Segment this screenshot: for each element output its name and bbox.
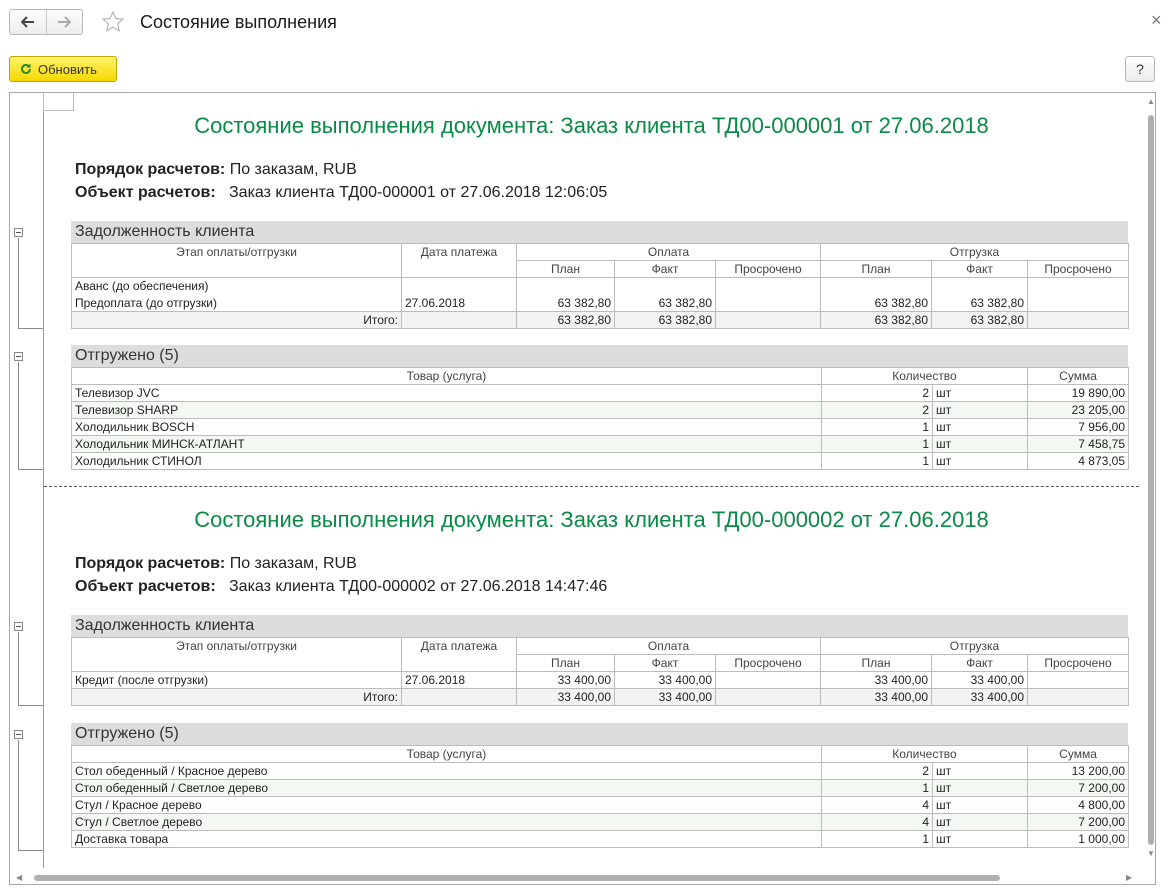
favorite-star-icon[interactable] [101,10,125,34]
window-title: Состояние выполнения [140,12,337,32]
table-row [72,278,1129,295]
qty-cell: 2 [822,402,933,419]
unit-cell: шт [933,419,1028,436]
date-cell: 27.06.2018 [402,672,517,689]
goods-cell: Доставка товара [72,831,822,848]
ship-overdue-cell [1028,672,1129,689]
settlement-object-label: Объект расчетов: [75,578,216,595]
table-row [72,763,1129,780]
document-title: Состояние выполнения документа: Заказ клиента ТД00-000001 от 27.06.2018 [194,113,989,138]
goods-cell: Стол обеденный / Светлое дерево [72,780,822,797]
qty-cell: 1 [822,453,933,470]
collapse-group-icon[interactable] [14,352,23,361]
total-ship-fact: 63 382,80 [932,312,1028,329]
table-row [72,385,1129,402]
shipped-table [71,367,1129,470]
corner-cell [43,93,74,111]
column-header-payment: Оплата [517,638,821,655]
goods-cell: Телевизор SHARP [72,402,822,419]
column-header-stage: Этап оплаты/отгрузки [72,638,402,655]
column-header-goods: Товар (услуга) [72,746,822,763]
total-pay-overdue [716,312,821,329]
back-button[interactable] [10,10,46,34]
pay-fact-cell: 63 382,80 [615,295,716,312]
qty-cell: 1 [822,436,933,453]
qty-cell: 1 [822,831,933,848]
group-line [18,632,19,705]
total-pay-plan: 33 400,00 [517,689,615,706]
qty-cell: 4 [822,814,933,831]
vertical-scrollbar[interactable] [1146,93,1156,873]
sum-cell: 1 000,00 [1028,831,1129,848]
report-document [9,92,1156,885]
total-ship-plan: 33 400,00 [821,689,932,706]
column-header-shipment: Отгрузка [821,638,1129,655]
settlement-order-value: По заказам, RUB [229,161,357,178]
settlement-object-label: Объект расчетов: [75,184,216,201]
table-row [72,295,1129,312]
shipped-table [71,745,1129,848]
scroll-down-icon[interactable]: ▼ [1147,849,1155,858]
column-header-fact: Факт [615,655,716,672]
group-line [18,328,43,329]
collapse-group-icon[interactable] [14,622,23,631]
help-button[interactable]: ? [1125,56,1155,82]
unit-cell: шт [933,402,1028,419]
column-header-goods: Товар (услуга) [72,368,822,385]
pay-fact-cell: 33 400,00 [615,672,716,689]
document-title: Состояние выполнения документа: Заказ клиента ТД00-000002 от 27.06.2018 [194,507,989,532]
ship-fact-cell: 33 400,00 [932,672,1028,689]
pay-overdue-cell [716,672,821,689]
qty-cell: 2 [822,763,933,780]
group-line [18,850,43,851]
scroll-left-icon[interactable]: ◀ [16,873,23,882]
settlement-order [75,161,357,179]
section-header-shipped: Отгружено (5) [71,345,1128,367]
column-header-fact: Факт [932,655,1028,672]
pay-overdue-cell [716,295,821,312]
collapse-group-icon[interactable] [14,228,23,237]
table-row [72,419,1129,436]
total-ship-overdue [1028,689,1129,706]
unit-cell: шт [933,797,1028,814]
ship-overdue-cell [1028,295,1129,312]
column-header-plan: План [821,261,932,278]
column-header-qty: Количество [822,746,1028,763]
column-header-fact: Факт [932,261,1028,278]
table-row [72,453,1129,470]
goods-cell: Стол обеденный / Красное дерево [72,763,822,780]
column-header-overdue: Просрочено [1028,655,1129,672]
qty-cell: 1 [822,780,933,797]
settlement-object [75,578,607,596]
column-header-plan: План [517,261,615,278]
goods-cell: Холодильник BOSCH [72,419,822,436]
column-header-sum: Сумма [1028,746,1129,763]
settlement-order-value: По заказам, RUB [229,555,357,572]
table-row [72,780,1129,797]
pay-plan-cell: 33 400,00 [517,672,615,689]
unit-cell: шт [933,780,1028,797]
date-cell: 27.06.2018 [402,295,517,312]
group-line [18,362,19,469]
table-row [72,814,1129,831]
sum-cell: 23 205,00 [1028,402,1129,419]
settlement-order-label: Порядок расчетов: [75,161,226,178]
table-row [72,402,1129,419]
table-row [72,831,1129,848]
table-row [72,436,1129,453]
column-header-plan: План [821,655,932,672]
sum-cell: 7 956,00 [1028,419,1129,436]
total-row [72,689,1129,706]
column-header-qty: Количество [822,368,1028,385]
total-row [72,312,1129,329]
group-line [18,469,43,470]
sum-cell: 7 200,00 [1028,814,1129,831]
total-label: Итого: [72,689,402,706]
column-header-date: Дата платежа [402,244,517,261]
table-row [72,797,1129,814]
arrow-left-icon [21,16,35,28]
sum-cell: 7 200,00 [1028,780,1129,797]
scroll-right-icon[interactable]: ▶ [1126,873,1133,882]
column-header-shipment: Отгрузка [821,244,1129,261]
horizontal-scrollbar[interactable] [10,872,1146,884]
total-pay-fact: 33 400,00 [615,689,716,706]
sum-cell: 4 873,05 [1028,453,1129,470]
column-header-overdue: Просрочено [1028,261,1129,278]
settlement-order [75,555,357,573]
settlement-object-value: Заказ клиента ТД00-000001 от 27.06.2018 12:06:05 [229,184,608,201]
goods-cell: Стул / Красное дерево [72,797,822,814]
group-line [18,705,43,706]
group-line [18,238,19,328]
page-separator [44,486,1139,487]
sum-cell: 7 458,75 [1028,436,1129,453]
sum-cell: 13 200,00 [1028,763,1129,780]
debt-table [71,637,1129,706]
scroll-up-icon[interactable]: ▲ [1147,97,1155,106]
goods-cell: Стул / Светлое дерево [72,814,822,831]
close-icon[interactable]: × [1151,10,1162,30]
column-header-overdue: Просрочено [716,655,821,672]
settlement-object [75,184,607,202]
refresh-button-label: Обновить [38,61,97,77]
goods-cell: Телевизор JVC [72,385,822,402]
unit-cell: шт [933,814,1028,831]
column-header-sum: Сумма [1028,368,1129,385]
forward-button[interactable] [46,10,82,34]
navigation-buttons [9,9,83,35]
ship-plan-cell: 33 400,00 [821,672,932,689]
section-header-debt: Задолженность клиента [71,221,1128,243]
group-line [18,740,19,850]
collapse-group-icon[interactable] [14,730,23,739]
unit-cell: шт [933,385,1028,402]
column-header-plan: План [517,655,615,672]
goods-cell: Холодильник СТИНОЛ [72,453,822,470]
qty-cell: 4 [822,797,933,814]
total-ship-plan: 63 382,80 [821,312,932,329]
total-pay-fact: 63 382,80 [615,312,716,329]
vertical-scroll-thumb[interactable] [1148,115,1154,845]
column-header-overdue: Просрочено [716,261,821,278]
sum-cell: 19 890,00 [1028,385,1129,402]
total-ship-fact: 33 400,00 [932,689,1028,706]
qty-cell: 2 [822,385,933,402]
unit-cell: шт [933,453,1028,470]
section-header-debt: Задолженность клиента [71,615,1128,637]
stage-cell: Аванс (до обеспечения) [72,278,402,295]
stage-cell: Кредит (после отгрузки) [72,672,402,689]
settlement-object-value: Заказ клиента ТД00-000002 от 27.06.2018 14:47:46 [229,578,608,595]
ship-plan-cell: 63 382,80 [821,295,932,312]
stage-cell: Предоплата (до отгрузки) [72,295,402,312]
column-header-date: Дата платежа [402,638,517,655]
settlement-order-label: Порядок расчетов: [75,555,226,572]
goods-cell: Холодильник МИНСК-АТЛАНТ [72,436,822,453]
total-ship-overdue [1028,312,1129,329]
column-header-stage: Этап оплаты/отгрузки [72,244,402,261]
pay-plan-cell: 63 382,80 [517,295,615,312]
sum-cell: 4 800,00 [1028,797,1129,814]
column-header-payment: Оплата [517,244,821,261]
refresh-button[interactable] [9,56,117,82]
unit-cell: шт [933,436,1028,453]
unit-cell: шт [933,763,1028,780]
group-gutter [43,93,44,868]
ship-fact-cell: 63 382,80 [932,295,1028,312]
total-pay-overdue [716,689,821,706]
column-header-fact: Факт [615,261,716,278]
debt-table [71,243,1129,329]
refresh-icon [20,63,32,75]
table-row [72,672,1129,689]
total-pay-plan: 63 382,80 [517,312,615,329]
qty-cell: 1 [822,419,933,436]
horizontal-scroll-thumb[interactable] [34,875,1000,881]
section-header-shipped: Отгружено (5) [71,723,1128,745]
total-label: Итого: [72,312,402,329]
arrow-right-icon [57,16,71,28]
unit-cell: шт [933,831,1028,848]
